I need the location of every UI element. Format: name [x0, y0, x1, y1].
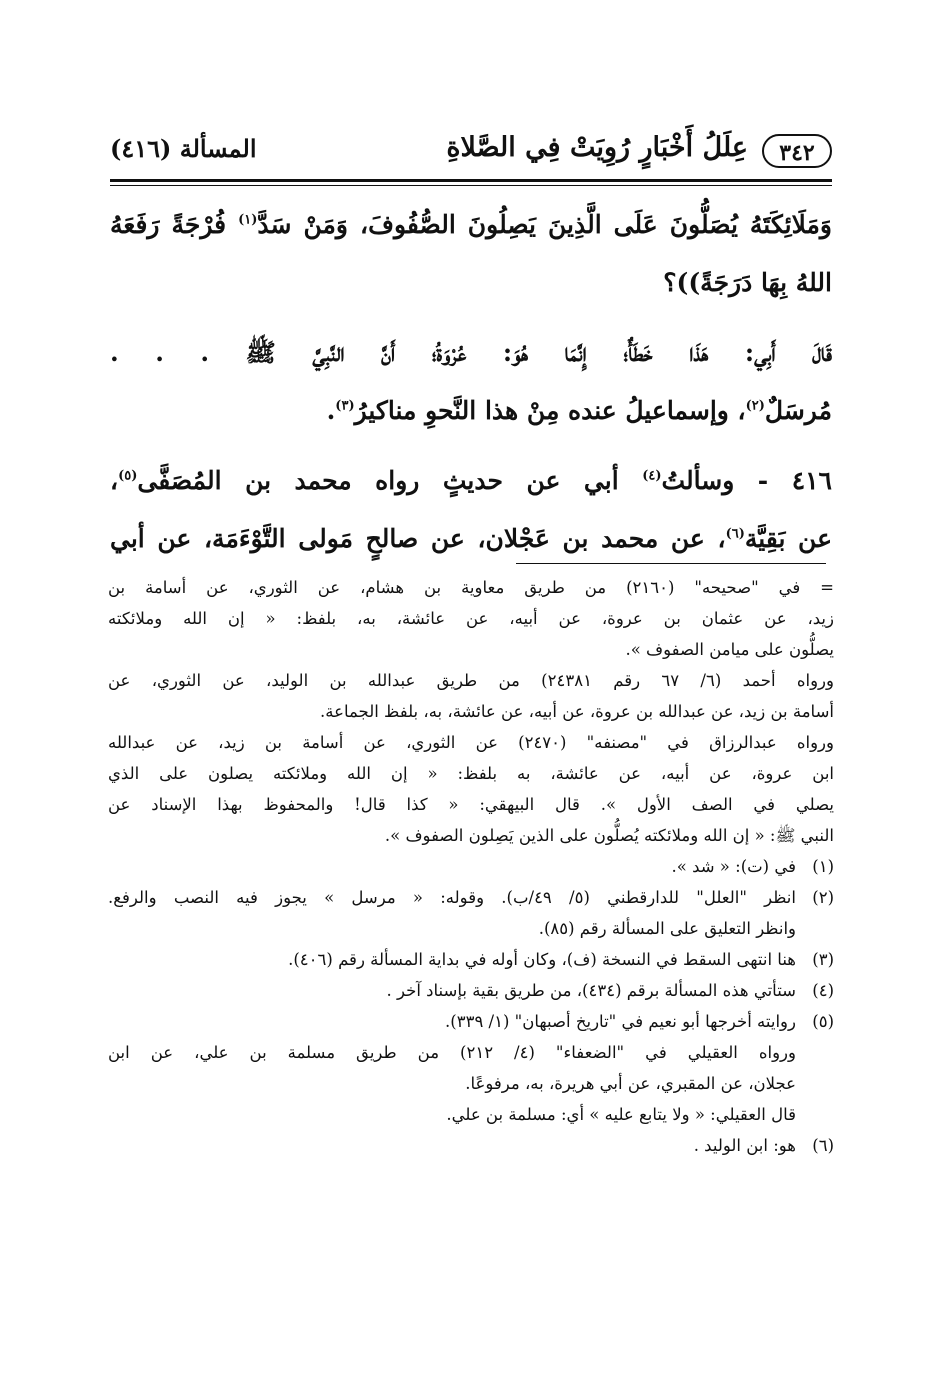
main-line-1: وَمَلَائِكَتَهُ يُصَلُّونَ عَلَى الَّذِينَ يَصِلُونَ الصُّفُوفَ، وَمَنْ سَدَّ$^{(١)}$ فُرْجَةً رَفَعَهُ: [110, 210, 833, 239]
footnote-ref-6[interactable]: (٦): [725, 526, 745, 542]
footnote-5-cont: ورواه العقيلي في "الضعفاء" (٤/ ٢١٢) من طريق مسلمة بن علي، عن ابن: [108, 1043, 796, 1062]
footnote-cont-line: ابن عروة، عن أبيه، عن عائشة، به بلفظ: « إن الله وملائكته يصلون على الذي: [108, 764, 834, 783]
footnote-ref-1[interactable]: (١): [238, 212, 258, 228]
header-rule-thick: [110, 179, 832, 182]
footnote-ref-5[interactable]: (٥): [118, 468, 138, 484]
footnote-1: (١)في (ت): « شد ».: [108, 851, 834, 882]
footnote-cont-line: أسامة بن زيد، عن عبدالله بن عروة، عن أبيه، عن عائشة، به، بلفظ الجماعة.: [320, 702, 834, 721]
footnote-6: (٦)هو: ابن الوليد .: [108, 1130, 834, 1161]
footnote-2-cont: وانظر التعليق على المسألة رقم (٨٥).: [538, 919, 796, 938]
footnote-separator: [516, 563, 826, 564]
footnote-number: (٥): [812, 1012, 834, 1031]
footnote-ref-3[interactable]: (٣): [335, 398, 355, 414]
footnote-cont-line: = في "صحيحه" (٢١٦٠) من طريق معاوية بن هشام، عن الثوري، عن أسامة بن: [108, 578, 834, 597]
footnote-cont-line: يصلي في الصف الأول ». قال البيهقي: « كذا قال! والمحفوظ بهذا الإسناد عن: [108, 795, 834, 814]
footnote-5-cont: قال العقيلي: « ولا يتابع عليه » أي: مسلمة بن علي.: [446, 1105, 796, 1124]
footnote-cont-line: النبي ﷺ: « إن الله وملائكته يُصلُّون على الذين يَصِلون الصفوف ».: [384, 826, 834, 845]
footnote-number: (٦): [812, 1136, 834, 1155]
footnote-ref-2[interactable]: (٢): [745, 398, 765, 414]
footnote-number: (٢): [812, 888, 834, 907]
masala-label: المسألة (٤١٦): [110, 134, 257, 163]
footnote-cont-line: ورواه عبدالرزاق في "مصنفه" (٢٤٧٠) عن الثوري، عن أسامة بن زيد، عن عبدالله: [108, 733, 834, 752]
footnote-number: (١): [812, 857, 834, 876]
book-title: عِلَلُ أَخْبَارٍ رُوِيَتْ فِي الصَّلاةِ: [446, 132, 748, 163]
footnote-5: (٥)روايته أخرجها أبو نعيم في "تاريخ أصبهان" (١/ ٣٣٩).: [108, 1006, 834, 1037]
footnote-cont-line: زيد، عن عثمان بن عروة، عن أبيه، عن عائشة، به، بلفظ: « إن الله وملائكته: [108, 609, 834, 628]
footnote-ref-4[interactable]: (٤): [642, 468, 662, 484]
main-line-5: ٤١٦ - وسألتُ$^{(٤)}$ أبي عن حديثٍ رواه محمد بن المُصَفَّى$^{(٥)}$،: [110, 466, 832, 495]
footnote-cont-line: يصلُّون على ميامن الصفوف ».: [625, 640, 834, 659]
footnote-cont-line: ورواه أحمد (٦/ ٦٧ رقم ٢٤٣٨١) من طريق عبدالله بن الوليد، عن الثوري، عن: [108, 671, 834, 690]
footnote-5-cont: عجلان، عن المقبري، عن أبي هريرة، به، مرفوعًا.: [465, 1074, 796, 1093]
header-rule-thin: [110, 185, 832, 186]
main-line-6: عن بَقِيَّة$^{(٦)}$، عن محمد بن عَجْلان، عن صالحٍ مَولى التَّوْءَمَة، عن أبي: [110, 524, 832, 553]
footnotes: [108, 572, 834, 1161]
main-line-2: اللهُ بِهَا دَرَجَةً))؟: [663, 268, 832, 297]
footnote-2: (٢)انظر "العلل" للدارقطني (٥/ ٤٩/ب). وقوله: « مرسل » يجوز فيه النصب والرفع.: [108, 882, 834, 913]
page-header: [110, 128, 832, 176]
footnote-number: (٤): [812, 981, 834, 1000]
footnote-4: (٤)ستأتي هذه المسألة برقم (٤٣٤)، من طريق بقية بإسناد آخر .: [108, 975, 834, 1006]
main-line-4: مُرسَلٌ$^{(٢)}$، وإسماعيلُ عنده مِنْ هذا النَّحوِ مناكيرُ$^{(٣)}$.: [326, 396, 832, 425]
footnote-number: (٣): [812, 950, 834, 969]
main-line-3: قَالَ أَبِي: هَذَا خَطَأٌ؛ إِنَّمَا هُوَ: عُرْوَةُ؛ أَنَّ النَّبِيَّ ﷺ . . .: [110, 338, 832, 367]
main-text: [110, 196, 832, 568]
footnote-3: (٣)هنا انتهى السقط في النسخة (ف)، وكان أوله في بداية المسألة رقم (٤٠٦).: [108, 944, 834, 975]
page-number: ٣٤٢: [762, 134, 832, 168]
